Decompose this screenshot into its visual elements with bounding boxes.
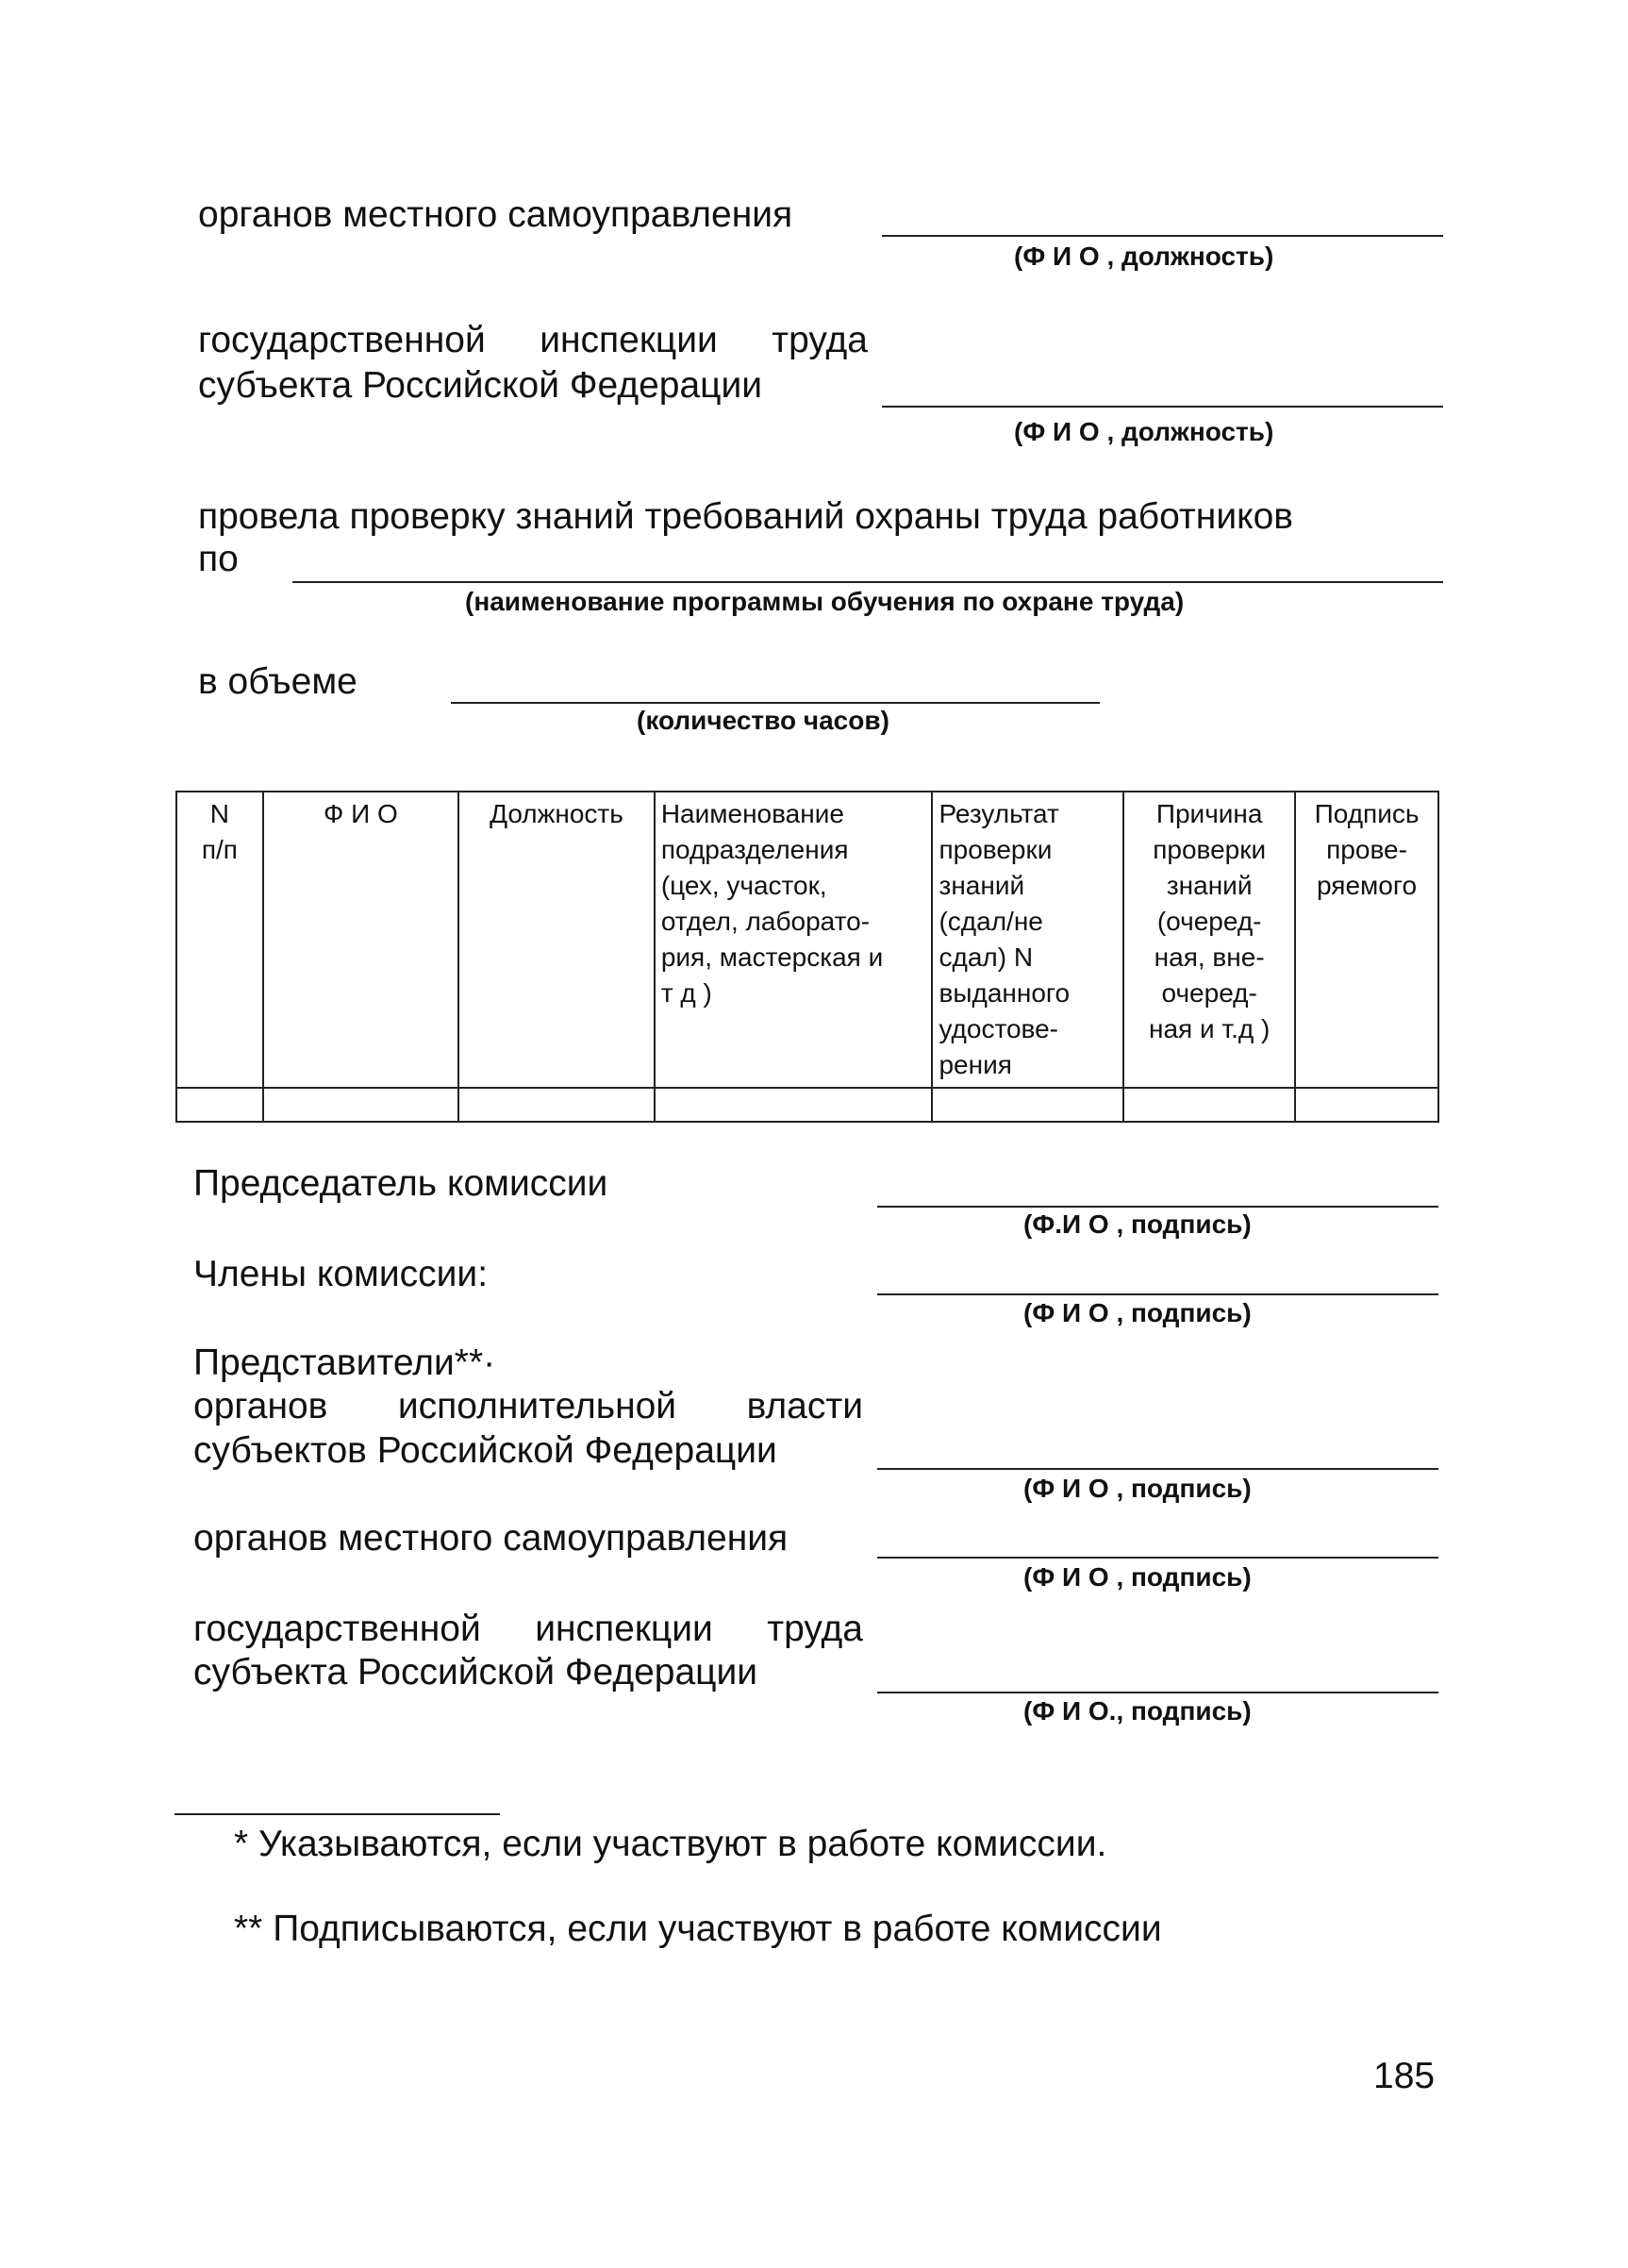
exec-authority-label-line1 — [193, 1385, 863, 1428]
labor-inspection-sign-label-line2: субъекта Российской Федерации — [193, 1652, 758, 1693]
check-text-line1: провела проверку знаний требований охраны труда работников — [198, 496, 1294, 537]
table-cell[interactable] — [458, 1088, 655, 1122]
header-result: Результат проверки знаний (сдал/не сдал) N выданного удостове- рения — [932, 792, 1123, 1088]
representatives-label: Представители**· — [193, 1342, 496, 1383]
exec-authority-signature-line — [877, 1468, 1438, 1470]
chairman-caption: (Ф.И О , подпись) — [1023, 1209, 1252, 1239]
labor-inspection-sign-caption: (Ф И О., подпись) — [1023, 1696, 1252, 1726]
local-gov-signature-line — [882, 235, 1443, 237]
word: органов — [193, 1386, 328, 1426]
word: труда — [767, 1609, 863, 1649]
results-table — [175, 791, 1439, 1123]
footnote-1: * Указываются, если участвуют в работе комиссии. — [234, 1824, 1107, 1864]
table-cell[interactable] — [1123, 1088, 1295, 1122]
local-gov-sign-label: органов местного самоуправления — [193, 1518, 789, 1559]
header-position: Должность — [458, 792, 655, 1088]
table-row — [176, 1088, 1438, 1122]
local-gov-caption: (Ф И О , должность) — [1014, 242, 1274, 271]
word: государственной — [198, 320, 486, 360]
header-reason: Причина проверки знаний (очеред- ная, вне- очеред- ная и т.д ) — [1123, 792, 1295, 1088]
header-fio: Ф И О — [263, 792, 458, 1088]
header-number: N п/п — [176, 792, 263, 1088]
members-label: Члены комиссии: — [193, 1254, 489, 1294]
chairman-label: Председатель комиссии — [193, 1163, 608, 1204]
word: исполнительной — [397, 1386, 677, 1426]
program-line — [292, 581, 1443, 583]
labor-inspection-caption: (Ф И О , должность) — [1014, 417, 1274, 446]
table-header-row — [176, 792, 1438, 1088]
check-text-line2: по — [198, 539, 239, 579]
header-department: Наименование подразделения (цех, участок, отдел, лаборато- рия, мастерская и т д ) — [655, 792, 933, 1088]
table-cell[interactable] — [932, 1088, 1123, 1122]
table-cell[interactable] — [263, 1088, 458, 1122]
labor-inspection-sign-line — [877, 1692, 1438, 1693]
local-gov-label: органов местного самоуправления — [198, 194, 793, 235]
page-number: 185 — [1373, 2056, 1436, 2096]
local-gov-sign-caption: (Ф И О , подпись) — [1023, 1562, 1252, 1592]
word: труда — [772, 320, 868, 360]
word: власти — [746, 1386, 863, 1426]
members-caption: (Ф И О , подпись) — [1023, 1298, 1252, 1327]
labor-inspection-sign-label-line1 — [193, 1608, 863, 1651]
program-caption: (наименование программы обучения по охране труда) — [465, 587, 1185, 616]
local-gov-sign-line — [877, 1557, 1438, 1559]
chairman-signature-line — [877, 1206, 1438, 1208]
labor-inspection-signature-line — [882, 406, 1443, 408]
volume-line — [451, 702, 1100, 704]
table-cell[interactable] — [655, 1088, 933, 1122]
exec-authority-label-line2: субъектов Российской Федерации — [193, 1430, 777, 1471]
word: государственной — [193, 1609, 481, 1649]
table-cell[interactable] — [1295, 1088, 1438, 1122]
word: инспекции — [535, 1609, 713, 1649]
footnote-2: ** Подписываются, если участвуют в работе комиссии — [234, 1909, 1162, 1949]
volume-label: в объеме — [198, 661, 357, 702]
volume-caption: (количество часов) — [637, 706, 889, 735]
header-signature: Подпись прове- ряемого — [1295, 792, 1438, 1088]
members-signature-line — [877, 1293, 1438, 1295]
exec-authority-caption: (Ф И О , подпись) — [1023, 1474, 1252, 1503]
footnote-separator — [174, 1813, 500, 1815]
labor-inspection-label-line1 — [198, 319, 868, 362]
labor-inspection-label-line2: субъекта Российской Федерации — [198, 365, 763, 406]
word: инспекции — [540, 320, 718, 360]
table-cell[interactable] — [176, 1088, 263, 1122]
